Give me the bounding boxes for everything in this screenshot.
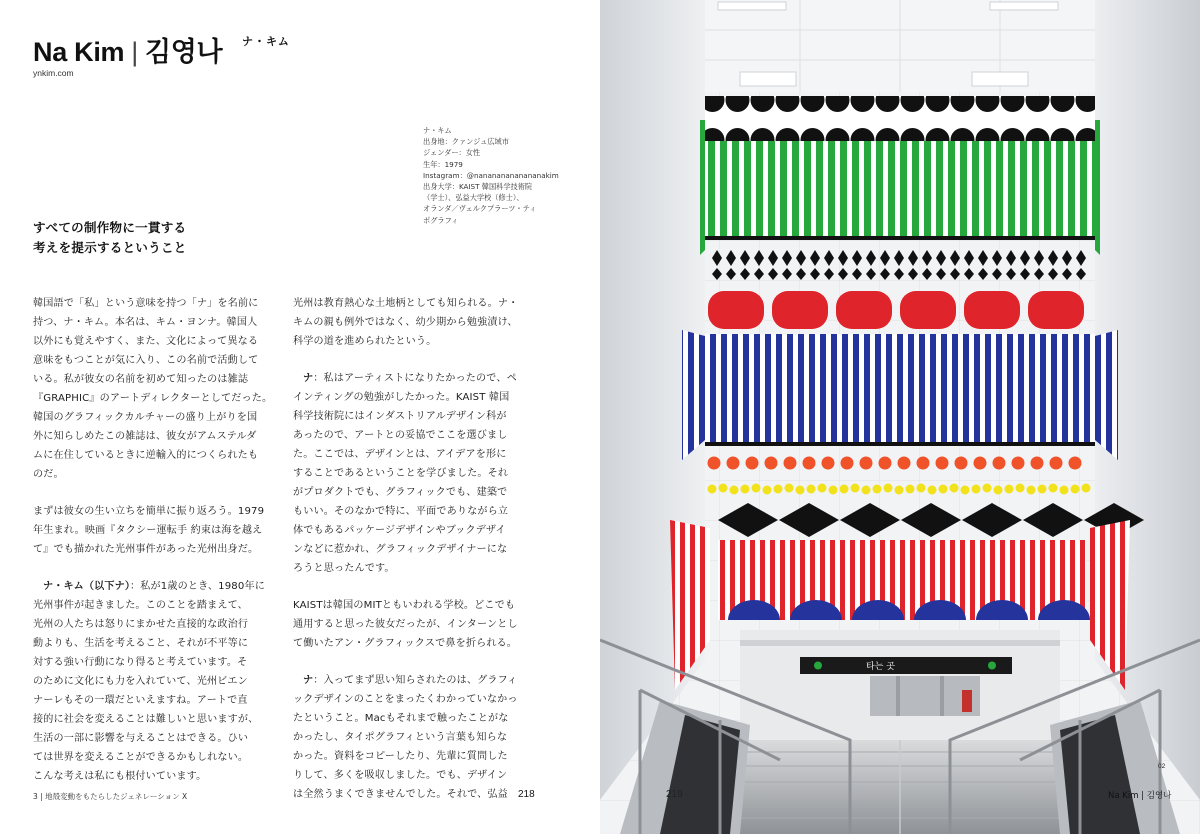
profile-line: 出身地：クァンジュ広域市 [423, 137, 509, 147]
profile-line: ジェンダー：女性 [423, 148, 481, 158]
station-sign-text: 타는 곳 [866, 662, 895, 672]
body-line [33, 294, 273, 313]
article-title [33, 30, 222, 69]
mural-orange-dot [708, 457, 721, 470]
body-paragraph [33, 294, 273, 484]
body-text: 外に知らしめたこの雑誌は、彼女がアムステルダ [33, 431, 257, 442]
body-text: 生活の一部に影響を与えることはできる。ひい [33, 733, 249, 744]
body-line [293, 332, 533, 351]
body-line [293, 728, 533, 747]
body-text: た。ここでは、デザインとは、アイデアを形に [293, 449, 507, 460]
mural-red-oval [772, 291, 828, 329]
body-text: 意味をもつことが気に入り、この名前で活動して [33, 355, 259, 366]
mural-yellow-dot [1027, 486, 1036, 495]
mural-yellow-dot [840, 485, 849, 494]
mural-yellow-dot [741, 485, 750, 494]
mural-orange-dot [784, 457, 797, 470]
body-text: することであるということを学びました。それ [293, 468, 509, 479]
body-text: ックデザインのことをまったくわかっていなかっ [293, 694, 518, 705]
body-text: KAISTは韓国のMITともいわれる学校。どこでも [293, 600, 516, 611]
body-text: 科学の道を進められたという。 [293, 336, 437, 347]
body-text: たということ。Macもそれまで触ったことがな [293, 713, 509, 724]
mural-yellow-dot [873, 485, 882, 494]
body-text: ：入ってまず思い知らされたのは、グラフィ [313, 675, 518, 686]
profile-box [423, 125, 559, 226]
profile-line: ポグラフィ [423, 215, 459, 225]
body-text: 韓国のグラフィックカルチャーの盛り上がりを国 [33, 412, 258, 423]
body-line [33, 521, 273, 540]
right-page [600, 0, 1200, 834]
body-line [33, 540, 273, 559]
body-text: ナーレもその一環だといえますね。アートで直 [33, 695, 248, 706]
body-line [293, 388, 533, 407]
profile-line: （学士）、弘益大学校（修士）、 [423, 193, 524, 203]
mural-yellow-dot [1071, 485, 1080, 494]
mural-orange-dot [860, 457, 873, 470]
body-paragraph [33, 502, 273, 559]
body-line [33, 351, 273, 370]
mural-yellow-dot [829, 486, 838, 495]
mural-yellow-dot [983, 484, 992, 493]
title-kana: ナ・キム [242, 35, 290, 48]
mural-yellow-dot [972, 485, 981, 494]
mural-yellow-dot [807, 485, 816, 494]
body-text: 科学技術院にはインダストリアルデザイン科が [293, 411, 507, 422]
mural-yellow-dot [1049, 484, 1058, 493]
body-text: りして、多くを吸収しました。でも、デザイン [293, 770, 508, 781]
body-line [293, 671, 533, 690]
body-text: 韓国語で「私」という意味を持つ「ナ」を名前に [33, 298, 259, 309]
mural-yellow-dot [961, 486, 970, 495]
body-line [293, 596, 533, 615]
mural-orange-dot [936, 457, 949, 470]
body-text: 体でもあるパッケージデザインやブックデザイ [293, 525, 506, 536]
body-line [293, 690, 533, 709]
body-paragraph [293, 369, 533, 578]
mural-orange-dot [1031, 457, 1044, 470]
speaker-name: ナ [303, 373, 314, 384]
profile-line: 出身大学：KAIST 韓国科学技術院 [423, 182, 533, 192]
body-line [293, 709, 533, 728]
body-line [293, 766, 533, 785]
body-line [293, 369, 533, 388]
body-text: 光州事件が起きました。このことを踏まえて、 [33, 600, 248, 611]
body-text: は全然うまくできませんでした。それで、弘益 [293, 789, 508, 800]
body-line [33, 502, 273, 521]
body-paragraph [293, 294, 533, 351]
body-line [293, 313, 533, 332]
mural-yellow-dot [895, 486, 904, 495]
body-text: いる。私が彼女の名前を初めて知ったのは雑誌 [33, 374, 249, 385]
body-line [33, 408, 273, 427]
body-text: 動よりも、生活を考えること、それが不平等に [33, 638, 249, 649]
body-line [33, 634, 273, 653]
body-text: がプロダクトでも、グラフィックでも、建築で [293, 487, 508, 498]
speaker-name: ナ・キム（以下ナ） [43, 581, 131, 592]
body-line [293, 426, 533, 445]
mural-yellow-dot [1082, 484, 1091, 493]
mural-orange-dot [746, 457, 759, 470]
body-text: 年生まれ。映画『タクシー運転手 約束は海を越え [33, 525, 263, 536]
mural-yellow-dot [796, 486, 805, 495]
body-text: 光州は教育熱心な土地柄としても知られる。ナ・ [293, 298, 519, 309]
body-text: て働いたアン・グラフィックスで鼻を折られる。 [293, 638, 518, 649]
mural-orange-dot [898, 457, 911, 470]
mural-orange-dot [765, 457, 778, 470]
mural-orange-dot [955, 457, 968, 470]
body-line [293, 464, 533, 483]
body-text: 光州の人たちは怒りにまかせた直接的な政治行 [33, 619, 249, 630]
body-line [33, 653, 273, 672]
body-text: 対する強い行動になり得ると考えています。そ [33, 657, 248, 668]
photo-number: 02 [1158, 763, 1166, 770]
title-latin: Na Kim [33, 37, 125, 67]
mural-yellow-dot [818, 484, 827, 493]
mural-orange-dot [993, 457, 1006, 470]
body-text: キムの親も例外ではなく、幼少期から勉強漬け、 [293, 317, 518, 328]
page-number-left: 218 [518, 789, 535, 800]
mural-orange-dot [974, 457, 987, 470]
body-text: 通用すると思った彼女だったが、インターンとし [293, 619, 518, 630]
profile-line: 生年：1979 [423, 159, 463, 169]
body-text: こんな考えは私にも根付いています。 [33, 771, 207, 782]
mural-orange-dot [917, 457, 930, 470]
body-line [33, 729, 273, 748]
mural-orange-dot [1069, 457, 1082, 470]
mural-orange-dot [841, 457, 854, 470]
mural-orange-dot [803, 457, 816, 470]
mural-yellow-dot [708, 485, 717, 494]
body-line [293, 502, 533, 521]
mural-red-oval [964, 291, 1020, 329]
mural-yellow-dot [939, 485, 948, 494]
mural-yellow-dot [862, 486, 871, 495]
mural-red-oval [708, 291, 764, 329]
body-line [33, 389, 273, 408]
body-paragraph [293, 596, 533, 653]
body-text: のだ。 [33, 469, 64, 480]
body-text: ：私が1歳のとき、1980年に [130, 581, 265, 592]
body-text: て』でも描かれた光州事件があった光州出身だ。 [33, 544, 259, 555]
mural-orange-dot [727, 457, 740, 470]
body-line [33, 577, 273, 596]
running-head: Na Kim | 김영나 [1108, 791, 1172, 801]
mural-yellow-dot [884, 484, 893, 493]
body-line [293, 559, 533, 578]
body-column-right [293, 294, 533, 822]
body-line [33, 710, 273, 729]
body-line [33, 465, 273, 484]
mural-yellow-dot [917, 484, 926, 493]
mural-orange-dot [1012, 457, 1025, 470]
body-line [293, 540, 533, 559]
body-line [33, 313, 273, 332]
body-line [293, 445, 533, 464]
mural-yellow-dot [1038, 485, 1047, 494]
speaker-name: ナ [303, 675, 314, 686]
headline-line: 考えを提示するということ [33, 240, 187, 255]
body-text: ては世界を変えることができるかもしれない。 [33, 752, 249, 763]
body-text: ムに在住しているときに逆輸入的につくられたも [33, 450, 259, 461]
mural-red-oval [836, 291, 892, 329]
chapter-footer: 3 | 地殻変動をもたらしたジェネレーション X [33, 792, 188, 801]
mural-yellow-dot [1005, 485, 1014, 494]
body-line [33, 691, 273, 710]
body-line [33, 446, 273, 465]
body-line [33, 427, 273, 446]
body-line [33, 748, 273, 767]
body-line [33, 596, 273, 615]
mural-orange-dot [879, 457, 892, 470]
body-text: 『GRAPHIC』のアートディレクターとしてだった。 [33, 393, 273, 404]
body-line [293, 615, 533, 634]
mural-yellow-dot [1060, 486, 1069, 495]
body-text: 以外にも覚えやすく、また、文化によって異なる [33, 336, 259, 347]
mural-red-oval [1028, 291, 1084, 329]
subway-station-photo [600, 0, 1200, 834]
mural-yellow-dot [774, 485, 783, 494]
body-line [293, 294, 533, 313]
mural-yellow-dot [950, 484, 959, 493]
mural-yellow-dot [1016, 484, 1025, 493]
mural-red-oval [900, 291, 956, 329]
mural-yellow-dot [752, 484, 761, 493]
profile-line: オランダ／ヴェルクプラーツ・ティ [423, 204, 537, 214]
mural-yellow-dot [719, 484, 728, 493]
body-text: ：私はアーティストになりたかったので、ペ [313, 373, 517, 384]
body-text: もいい。そのなかで特に、平面でありながら立 [293, 506, 509, 517]
body-text: のために文化にも力を入れていて、光州ビエン [33, 676, 248, 687]
body-text: まずは彼女の生い立ちを簡単に振り返ろう。1979 [33, 506, 265, 517]
title-korean: 김영나 [144, 37, 223, 67]
body-line [293, 407, 533, 426]
profile-line: ナ・キム [423, 126, 452, 135]
title-separator: | [131, 37, 138, 67]
headline-line: すべての制作物に一貫する [33, 220, 187, 235]
body-line [293, 785, 533, 804]
mural-yellow-dot [785, 484, 794, 493]
body-line [293, 634, 533, 653]
profile-line: Instagram：@nanananananananakim [423, 170, 559, 180]
body-line [33, 767, 273, 786]
body-line [293, 521, 533, 540]
mural-yellow-dot [730, 486, 739, 495]
body-line [293, 747, 533, 766]
mural-yellow-dot [906, 485, 915, 494]
body-text: インティングの勉強がしたかった。KAIST 韓国 [293, 392, 510, 403]
body-paragraph [293, 671, 533, 804]
body-text: 接的に社会を変えることは難しいと思いますが、 [33, 714, 259, 725]
mural-yellow-dot [851, 484, 860, 493]
body-line [33, 672, 273, 691]
page-number-right: 219 [666, 789, 683, 800]
mural-orange-dot [1050, 457, 1063, 470]
mural-orange-dot [822, 457, 835, 470]
mural-yellow-dot [763, 486, 772, 495]
website-link[interactable]: ynkim.com [33, 68, 74, 78]
body-line [293, 483, 533, 502]
body-text: 持つ、ナ・キム。本名は、キム・ヨンナ。韓国人 [33, 317, 258, 328]
mural-yellow-dot [928, 486, 937, 495]
body-text: ンなどに惹かれ、グラフィックデザイナーにな [293, 544, 508, 555]
mural-yellow-dot [994, 486, 1003, 495]
body-paragraph [33, 577, 273, 786]
body-line [33, 332, 273, 351]
body-text: ろうと思ったんです。 [293, 563, 395, 574]
body-text: かったし、タイポグラフィという言葉も知らな [293, 732, 508, 743]
body-text: あったので、アートとの妥協でここを選びまし [293, 430, 508, 441]
body-text: かった。資料をコピーしたり、先輩に質問した [293, 751, 508, 762]
body-column-left [33, 294, 273, 804]
body-line [33, 370, 273, 389]
body-line [33, 615, 273, 634]
headline [33, 218, 187, 258]
